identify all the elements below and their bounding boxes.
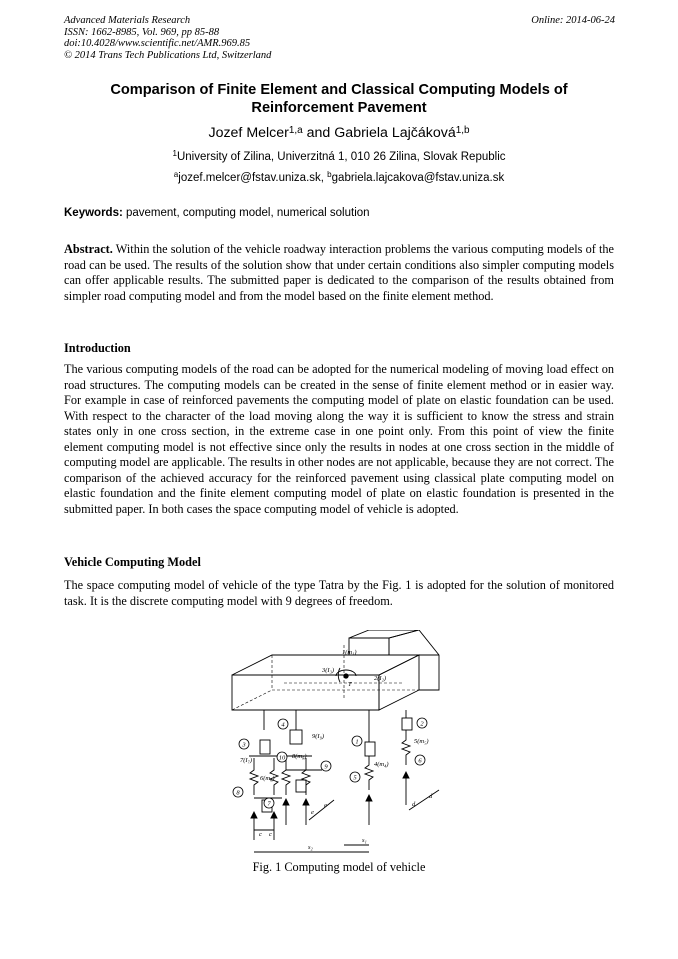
author-1: Jozef Melcer: [208, 125, 289, 141]
introduction-text: The various computing models of the road can be adopted for the numerical modeling of moving load effect on road structures. The computing models can be created in the sense of finite element method or in easier way. For example in case of reinforced pavements the computing model of plate on elastic foundation can be used. With respect to the character of the load moving along the way it is sufficient to know the stress and strain states only in one cross section, in the extreme case in one point only. From this point of view the finite element computing model is not effective since only the results in nodes at one cross section in the middle of computing model are applicable. The results in other nodes are not applicable, because they are not correct. The comparison of the achieved accuracy for the reinforced pavement using classical plate computing model on elastic foundation and the finite element computing model of plate on elastic foundation is presented in the submitted paper. In both cases the space computing model of vehicle is adopted.: [64, 362, 614, 516]
label-m5: 5(m₅): [414, 738, 429, 745]
vehicle-model-text: The space computing model of vehicle of the type Tatra by the Fig. 1 is adopted for the solution of monitored task. It is the discrete computing model with 9 degrees of freedom.: [64, 578, 614, 608]
email-a: jozef.melcer@fstav.uniza.sk,: [178, 172, 324, 184]
node-2: 2: [420, 720, 424, 728]
journal-name: Advanced Materials Research: [64, 15, 191, 26]
node-1: 1: [355, 738, 359, 746]
author-line: [64, 124, 614, 142]
vehicle-model-drawing: [224, 630, 474, 858]
label-s1: s₁: [362, 837, 367, 844]
label-d1: d: [412, 801, 416, 808]
vehicle-model-figure: [224, 630, 474, 858]
node-5: 5: [353, 774, 357, 782]
doi-line: doi:10.4028/www.scientific.net/AMR.969.85: [64, 38, 251, 49]
author-2: Gabriela Lajčáková: [334, 125, 456, 141]
abstract: [64, 242, 614, 304]
author-1-sup: 1,a: [288, 125, 303, 136]
label-d2: d: [429, 793, 433, 800]
node-4: 4: [281, 721, 285, 729]
figure-caption: Fig. 1 Computing model of vehicle: [252, 860, 426, 874]
label-c2: c: [269, 831, 272, 838]
journal-header: [64, 15, 271, 61]
affiliation-sup: 1: [172, 149, 177, 158]
node-6: 6: [418, 757, 422, 765]
label-m4: 4(m₄): [374, 761, 389, 768]
keywords: [64, 206, 370, 220]
label-e1: e: [311, 809, 314, 816]
label-I2: 2(I₂): [374, 675, 387, 682]
abstract-label: Abstract.: [64, 242, 113, 256]
issn-line: ISSN: 1662-8985, Vol. 969, pp 85-88: [64, 26, 220, 38]
node-9: 9: [324, 763, 328, 771]
email-a-sup: a: [173, 170, 179, 179]
node-7: 7: [267, 800, 271, 808]
body-front-face: [232, 675, 379, 710]
email-line: [64, 171, 614, 185]
paper-title: Comparison of Finite Element and Classical Computing Models of Reinforcement Pavement: [110, 82, 568, 116]
author-conjunction: and: [306, 125, 331, 141]
keywords-text: pavement, computing model, numerical solution: [126, 207, 370, 219]
keywords-label: Keywords:: [64, 207, 123, 219]
body-side-face: [379, 655, 419, 710]
label-I3: 3(I₃): [322, 667, 335, 674]
node-8: 8: [236, 789, 240, 797]
email-b-sup: b: [327, 170, 332, 179]
label-I9: 9(I₉): [312, 733, 325, 740]
affiliation: [64, 150, 614, 164]
author-2-sup: 1,b: [455, 125, 470, 136]
front-suspension: [365, 718, 412, 790]
label-T: T: [348, 681, 352, 688]
label-m1: 1(m₁): [342, 649, 357, 656]
node-3: 3: [242, 741, 246, 749]
cab-slope: [389, 630, 439, 690]
wheel-forces: [251, 772, 409, 840]
label-m6: 6(m₆): [260, 775, 275, 782]
email-b: gabriela.lajcakova@fstav.uniza.sk: [331, 172, 505, 184]
introduction-heading: Introduction: [64, 341, 131, 355]
abstract-text: Within the solution of the vehicle roadway interaction problems the various computing models of the road can be used. The results of the solution show that under certain conditions also simpler computing models can offer applicable results. The submitted paper is dedicated to the comparison of the results obtained from simpler road computing model and from the model based on the finite element method.: [64, 242, 614, 303]
vehicle-model-heading: Vehicle Computing Model: [64, 555, 201, 569]
cab-roof: [349, 630, 419, 638]
node-10: 10: [278, 754, 286, 762]
label-c1: c: [259, 831, 262, 838]
copyright-line: © 2014 Trans Tech Publications Ltd, Switzerland: [64, 49, 272, 61]
label-s2: s₂: [308, 844, 313, 851]
online-date: Online: 2014-06-24: [531, 15, 615, 26]
label-I7: 7(I₇): [240, 757, 253, 764]
affiliation-text: University of Zilina, Univerzitná 1, 010 26 Zilina, Slovak Republic: [176, 151, 506, 163]
label-m8: 8(m₈): [292, 753, 307, 760]
label-e2: e: [324, 802, 327, 809]
